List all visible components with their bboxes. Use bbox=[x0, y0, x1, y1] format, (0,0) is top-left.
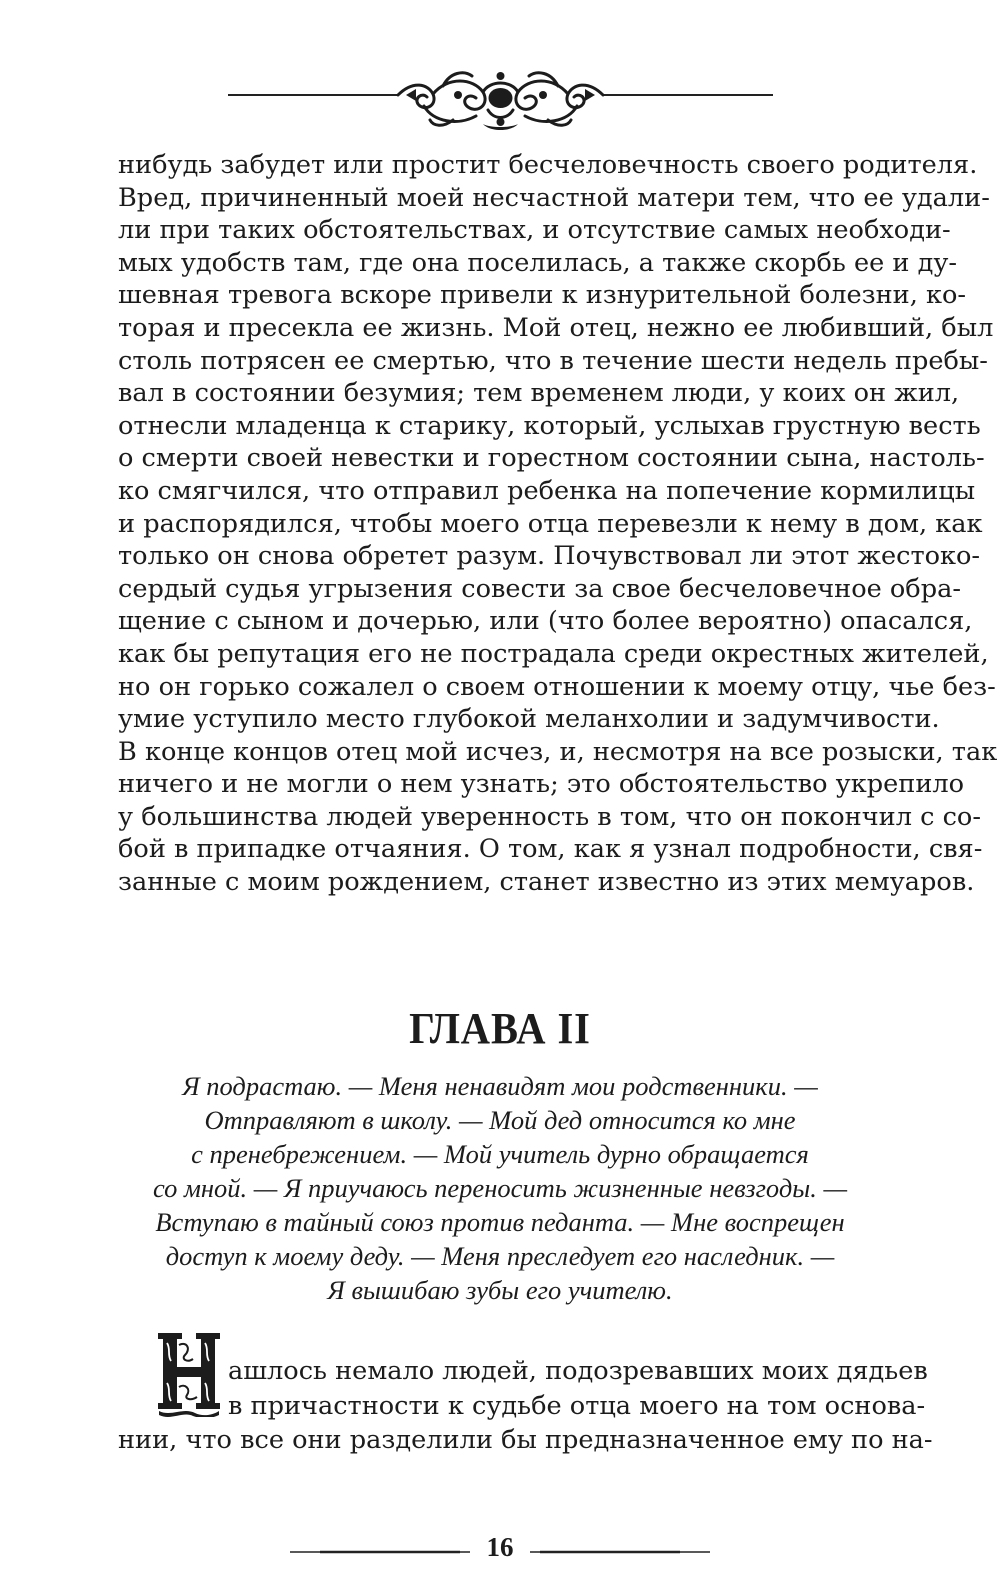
chapter-summary bbox=[80, 1069, 920, 1307]
body-line: нибудь забудет или простит бесчеловечность своего родителя. bbox=[118, 150, 978, 180]
body-line: у большинства людей уверенность в том, что он покончил с со- bbox=[118, 801, 981, 832]
body-line: Вред, причиненный моей несчастной матери тем, что ее удали- bbox=[118, 182, 990, 213]
body-line: бой в припадке отчаяния. О том, как я узнал подробности, свя- bbox=[118, 834, 983, 865]
body-line: ли при таких обстоятельствах, и отсутствие самых необходи- bbox=[118, 215, 951, 246]
body-line: как бы репутация его не пострадала среди окрестных жителей, bbox=[118, 638, 989, 669]
body-line: ко смягчился, что отправил ребенка на попечение кормилицы bbox=[118, 475, 976, 506]
body-line: и распорядился, чтобы моего отца перевезли к нему в дом, как bbox=[118, 508, 983, 539]
page-number: 16 bbox=[486, 1532, 514, 1562]
body-line: ничего и не могли о нем узнать; это обстоятельство укрепило bbox=[118, 769, 965, 800]
body-line: сердый судья угрызения совести за свое бесчеловечное обра- bbox=[118, 573, 962, 604]
paragraph-2-line: ашлось немало людей, подозревавших моих дядьев bbox=[228, 1356, 928, 1386]
chapter-title: ГЛАВА II bbox=[409, 1004, 591, 1053]
body-line: только он снова обретет разум. Почувствовал ли этот жестоко- bbox=[118, 541, 981, 572]
paragraph-2-line: в причастности к судьбе отца моего на том основа- bbox=[228, 1390, 926, 1421]
summary-line: со мной. — Я приучаюсь переносить жизненные невзгоды. — bbox=[152, 1173, 848, 1203]
body-line: занные с моим рождением, станет известно из этих мемуаров. bbox=[118, 867, 975, 898]
body-line: мых удобств там, где она поселилась, а также скорбь ее и ду- bbox=[118, 247, 958, 278]
paragraph-2 bbox=[118, 1354, 933, 1458]
summary-line: Вступаю в тайный союз против педанта. — Мне воспрещен bbox=[155, 1207, 845, 1237]
body-line: отнесли младенца к старику, который, услыхав грустную весть bbox=[118, 410, 981, 441]
body-line: но он горько сожалел о своем отношении к моему отцу, чье без- bbox=[118, 671, 996, 702]
body-line: щение с сыном и дочерью, или (что более вероятно) опасался, bbox=[118, 606, 973, 637]
body-line: В конце концов отец мой исчез, и, несмотря на все розыски, так bbox=[118, 736, 998, 767]
summary-line: доступ к моему деду. — Меня преследует его наследник. — bbox=[165, 1241, 835, 1271]
summary-line: Я вышибаю зубы его учителю. bbox=[327, 1275, 673, 1305]
ornament-header-flourish-icon bbox=[228, 62, 773, 138]
body-line: столь потрясен ее смертью, что в течение шести недель пребы- bbox=[118, 345, 988, 376]
body-line: шевная тревога вскоре привели к изнурительной болезни, ко- bbox=[118, 280, 967, 311]
body-line: торая и пресекла ее жизнь. Мой отец, нежно ее любивший, был bbox=[118, 312, 994, 343]
summary-line: Я подрастаю. — Меня ненавидят мои родственники. — bbox=[182, 1071, 818, 1101]
summary-line: Отправляют в школу. — Мой дед относится ко мне bbox=[204, 1105, 796, 1135]
body-paragraph bbox=[118, 149, 998, 899]
body-line: вал в состоянии безумия; тем временем люди, у коих он жил, bbox=[118, 378, 960, 409]
body-line: умие уступило место глубокой меланхолии и задумчивости. bbox=[118, 704, 940, 735]
paragraph-2-line: нии, что все они разделили бы предназначенное ему по на- bbox=[118, 1425, 933, 1455]
summary-line: с пренебрежением. — Мой учитель дурно обращается bbox=[191, 1139, 809, 1169]
body-line: о смерти своей невестки и горестном состоянии сына, настоль- bbox=[118, 443, 985, 474]
